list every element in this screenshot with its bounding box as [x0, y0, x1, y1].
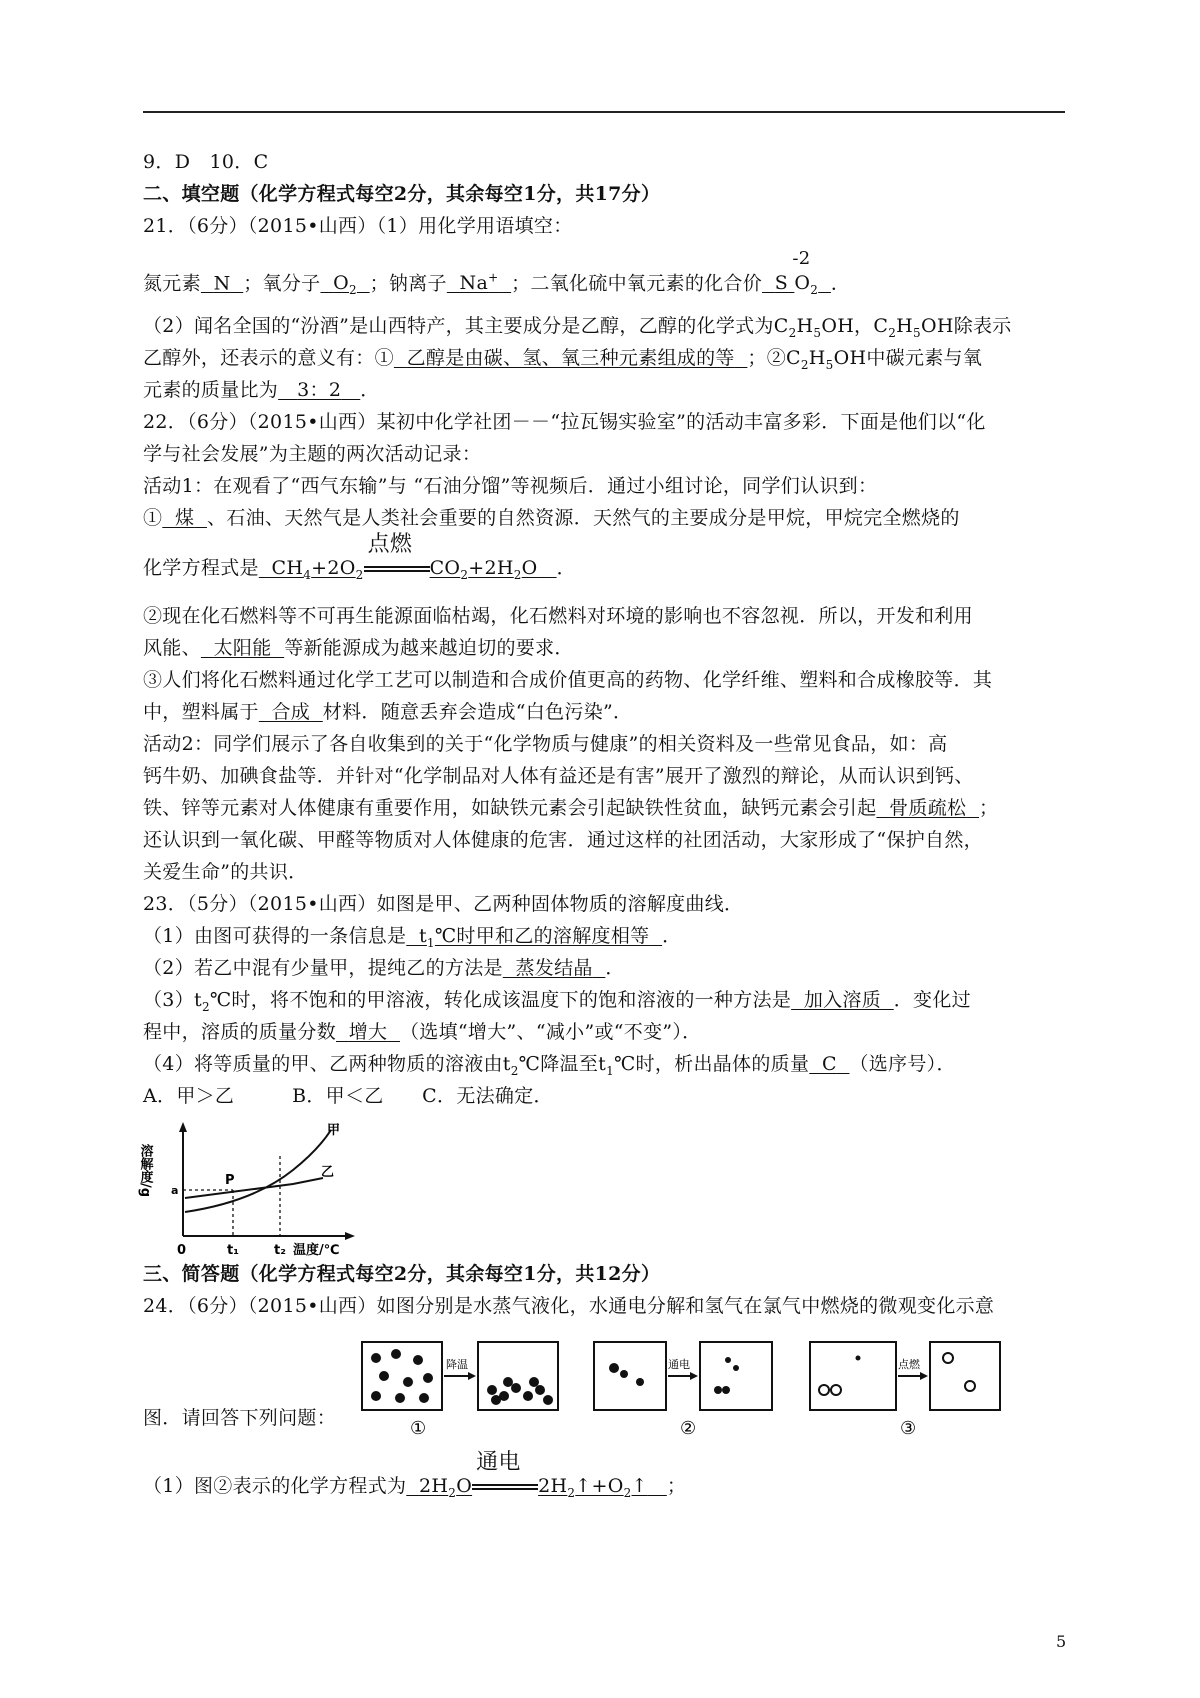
- answer-line: 9．D 10．C: [143, 151, 269, 173]
- q22-line-6: ②现在化石燃料等不可再生能源面临枯竭，化石燃料对环境的影响也不容忽视．所以，开发和利用: [143, 605, 973, 627]
- graph-y-arrow: [179, 1122, 187, 1132]
- diagram-3: [810, 1342, 1000, 1439]
- q21-line-1: 氮元素 N ；氧分子 $O_2$ ；钠离子 Na+ ；二氧化硫中氧元素的化合价 S -2 $O_2$ ．: [143, 248, 851, 298]
- q23-line-1: （1）由图可获得的一条信息是 $t_1℃$时甲和乙的溶解度相等 ．: [143, 925, 682, 950]
- curve-jia: [185, 1130, 331, 1212]
- q23-line-4: 程中，溶质的质量分数 增大 （选填“增大”、“减小”或“不变”）．: [143, 1021, 702, 1043]
- q21-line-2: （2）闻名全国的“汾酒”是山西特产，其主要成分是乙醇，乙醇的化学式为$C_2H_5OH$，$C_2H_5OH$除表示: [143, 315, 1012, 340]
- diagram-2: [594, 1342, 772, 1439]
- q21-heading: 21．（6分）（2015•山西）（1）用化学用语填空：: [143, 215, 573, 237]
- q22-line-7: 风能、 太阳能 等新能源成为越来越迫切的要求．: [143, 637, 574, 659]
- q23-line-5: （4）将等质量的甲、乙两种物质的溶液由$t_2℃$降温至$t_1℃$时，析出晶体的质量 C （选序号）．: [143, 1053, 956, 1078]
- graph-jia-label: 甲: [327, 1123, 341, 1138]
- q22-line-10: 活动2：同学们展示了各自收集到的关于“化学物质与健康”的相关资料及一些常见食品，如：高: [143, 733, 948, 755]
- micro-change-diagram: [358, 1338, 1003, 1438]
- diagram-1: [362, 1342, 558, 1439]
- graph-xlabel: 温度/℃: [293, 1243, 340, 1258]
- diagram-2-label: ②: [680, 1418, 697, 1439]
- graph-yi-label: 乙: [321, 1165, 335, 1180]
- graph-a-label: a: [171, 1184, 179, 1197]
- section-2-heading: 二、填空题（化学方程式每空2分，其余每空1分，共17分）: [143, 183, 661, 205]
- q22-line-2: 学与社会发展”为主题的两次活动记录：: [143, 443, 482, 465]
- q22-line-12: 铁、锌等元素对人体健康有重要作用，如缺铁元素会引起缺铁性贫血，缺钙元素会引起 骨质疏松 ；: [143, 797, 999, 819]
- q22-heading: 22．（6分）（2015•山西）某初中化学社团－－“拉瓦锡实验室”的活动丰富多彩．下面是他们以“化: [143, 411, 986, 433]
- graph-ylabel: 溶解度/g: [137, 1144, 153, 1198]
- graph-t1: t₁: [227, 1243, 239, 1258]
- page-number: 5: [1056, 1632, 1067, 1651]
- q24-line-2: 图．请回答下列问题：: [143, 1407, 337, 1429]
- q21-line-3: 乙醇外，还表示的意义有：① 乙醇是由碳、氢、氧三种元素组成的等 ；$②C_2H_5OH$中碳元素与氧: [143, 347, 983, 372]
- q23-options: A．甲＞乙 B．甲＜乙 C．无法确定．: [143, 1085, 553, 1107]
- q22-line-8: ③人们将化石燃料通过化学工艺可以制造和合成价值更高的药物、化学纤维、塑料和合成橡胶等．其: [143, 669, 993, 691]
- electrolysis-condition-arrow: 通电: [472, 1481, 538, 1493]
- q22-line-5: 化学方程式是 $CH_4+2O_2$ 点燃 $CO_2+2H_2O$ ．: [143, 532, 576, 582]
- q23-line-2: （2）若乙中混有少量甲，提纯乙的方法是 蒸发结晶 ．: [143, 957, 625, 979]
- q21-line-4: 元素的质量比为 3：2 ．: [143, 379, 380, 401]
- graph-p-label: P: [225, 1173, 235, 1188]
- q22-line-14: 关爱生命”的共识．: [143, 861, 308, 883]
- solubility-curve-graph: [137, 1120, 363, 1260]
- q22-line-3: 活动1：在观看了“西气东输”与 “石油分馏”等视频后．通过小组讨论，同学们认识到：: [143, 475, 878, 497]
- q22-line-13: 还认识到一氧化碳、甲醛等物质对人体健康的危害．通过这样的社团活动，大家形成了“保护自然，: [143, 829, 983, 851]
- q24-line-3: （1）图②表示的化学方程式为 $2H_2O$ 通电 $2H_2↑+O_2↑$ ；: [143, 1450, 687, 1500]
- diagram-1-label: ①: [410, 1418, 427, 1439]
- q22-line-11: 钙牛奶、加碘食盐等．并针对“化学制品对人体有益还是有害”展开了激烈的辩论，从而认识到钙、: [143, 765, 974, 787]
- graph-t2: t₂: [274, 1243, 286, 1258]
- graph-x-arrow: [345, 1232, 355, 1240]
- curve-yi: [185, 1178, 323, 1198]
- graph-origin: 0: [177, 1243, 187, 1258]
- q23-line-3: $(3)t_2℃$时，将不饱和的甲溶液，转化成该温度下的饱和溶液的一种方法是 加入溶质 ．变化过: [143, 989, 971, 1014]
- diagram-3-label: ③: [900, 1418, 917, 1439]
- header-rule: [143, 111, 1065, 113]
- diagram-3-arrow-label: 点燃: [898, 1358, 920, 1371]
- reaction-condition-arrow: 点燃: [364, 563, 430, 575]
- q22-line-4: ① 煤 、石油、天然气是人类社会重要的自然资源．天然气的主要成分是甲烷，甲烷完全燃烧的: [143, 507, 960, 529]
- q23-heading: 23．（5分）（2015•山西）如图是甲、乙两种固体物质的溶解度曲线．: [143, 893, 744, 915]
- q22-line-9: 中，塑料属于 合成 材料．随意丢弃会造成“白色污染”．: [143, 701, 633, 723]
- diagram-2-arrow-label: 通电: [668, 1358, 690, 1371]
- q24-heading: 24．（6分）（2015•山西）如图分别是水蒸气液化，水通电分解和氢气在氯气中燃烧的微观变化示意: [143, 1295, 995, 1317]
- section-3-heading: 三、简答题（化学方程式每空2分，其余每空1分，共12分）: [143, 1263, 661, 1285]
- diagram-1-arrow-label: 降温: [446, 1358, 468, 1371]
